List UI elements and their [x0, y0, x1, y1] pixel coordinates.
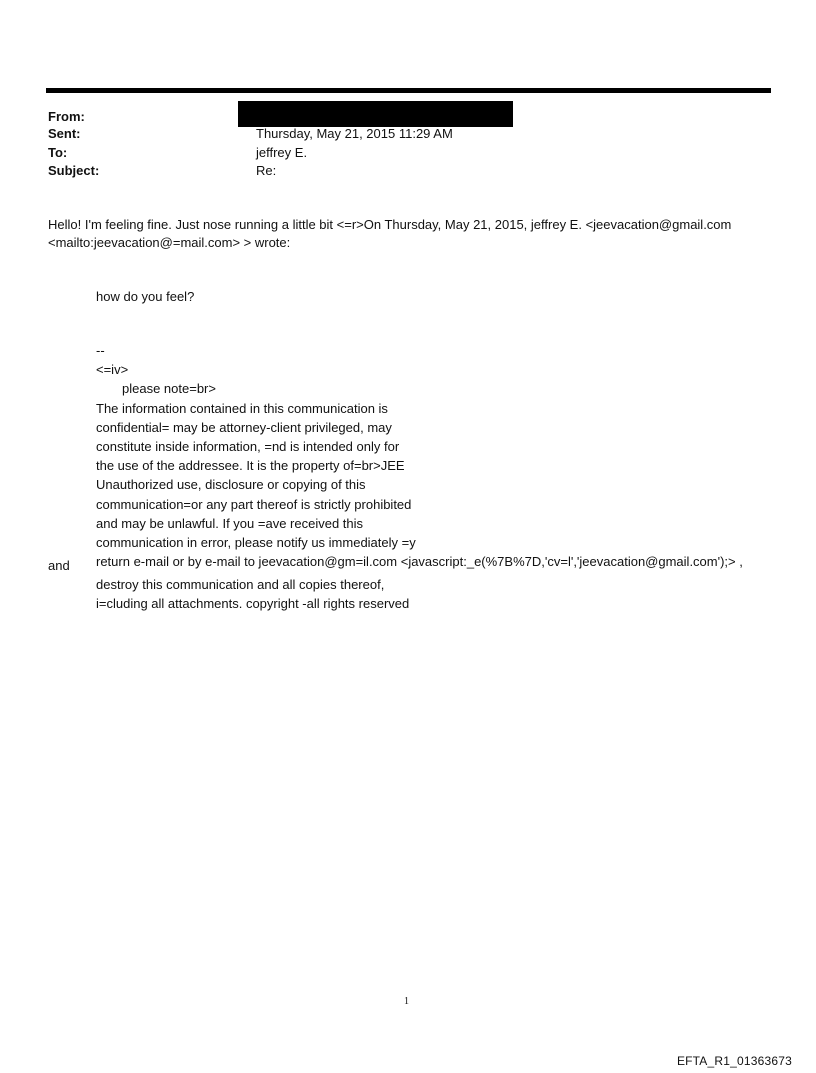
reply-line: <mailto:jeevacation@=mail.com> > wrote: — [48, 235, 291, 250]
please-note: please note=br> — [122, 381, 216, 397]
disclaimer-line: Unauthorized use, disclosure or copying of this — [96, 477, 366, 493]
disclaimer-line: communication in error, please notify us immediately =y — [96, 534, 416, 550]
signature-separator: -- — [96, 343, 105, 358]
closing-lines — [96, 575, 409, 613]
wrapped-and: and — [48, 558, 70, 573]
quoted-question: how do you feel? — [96, 289, 195, 304]
closing-line: i=cluding all attachments. copyright -all rights reserved — [96, 596, 410, 612]
header-rule — [46, 88, 771, 93]
reply-text — [48, 216, 778, 252]
from-label: From: — [48, 109, 85, 124]
disclaimer-line: communication=or any part thereof is strictly prohibited — [96, 496, 412, 512]
subject-value: Re: — [256, 163, 277, 178]
disclaimer-line: The information contained in this communication is — [96, 400, 388, 416]
disclaimer-line: the use of the addressee. It is the property of=br>JEE — [96, 458, 405, 474]
to-value: jeffrey E. — [256, 145, 308, 160]
redaction-block — [238, 101, 513, 127]
div-tag: <=iv> — [96, 362, 129, 378]
sent-label: Sent: — [48, 126, 81, 141]
disclaimer-line: confidential= may be attorney-client privileged, may — [96, 419, 392, 435]
to-label: To: — [48, 145, 68, 160]
sent-value: Thursday, May 21, 2015 11:29 AM — [256, 126, 453, 141]
closing-line: destroy this communication and all copies thereof, — [96, 577, 385, 592]
page-number: 1 — [404, 996, 409, 1007]
disclaimer-line: and may be unlawful. If you =ave received this — [96, 515, 364, 531]
subject-label: Subject: — [48, 163, 100, 178]
disclaimer-line: return e-mail or by e-mail to jeevacation@gm=il.com <javascript:_e(%7B%7D,'cv=l','jeevacation@gmail.com');> , — [96, 554, 743, 570]
reply-line: Hello! I'm feeling fine. Just nose running a little bit <=r>On Thursday, May 21, 2015, jeffrey E. <jeevacation@gmail.com — [48, 217, 732, 232]
disclaimer-line: constitute inside information, =nd is intended only for — [96, 438, 400, 454]
quoted-message — [96, 341, 743, 571]
document-id: EFTA_R1_01363673 — [676, 1054, 792, 1068]
